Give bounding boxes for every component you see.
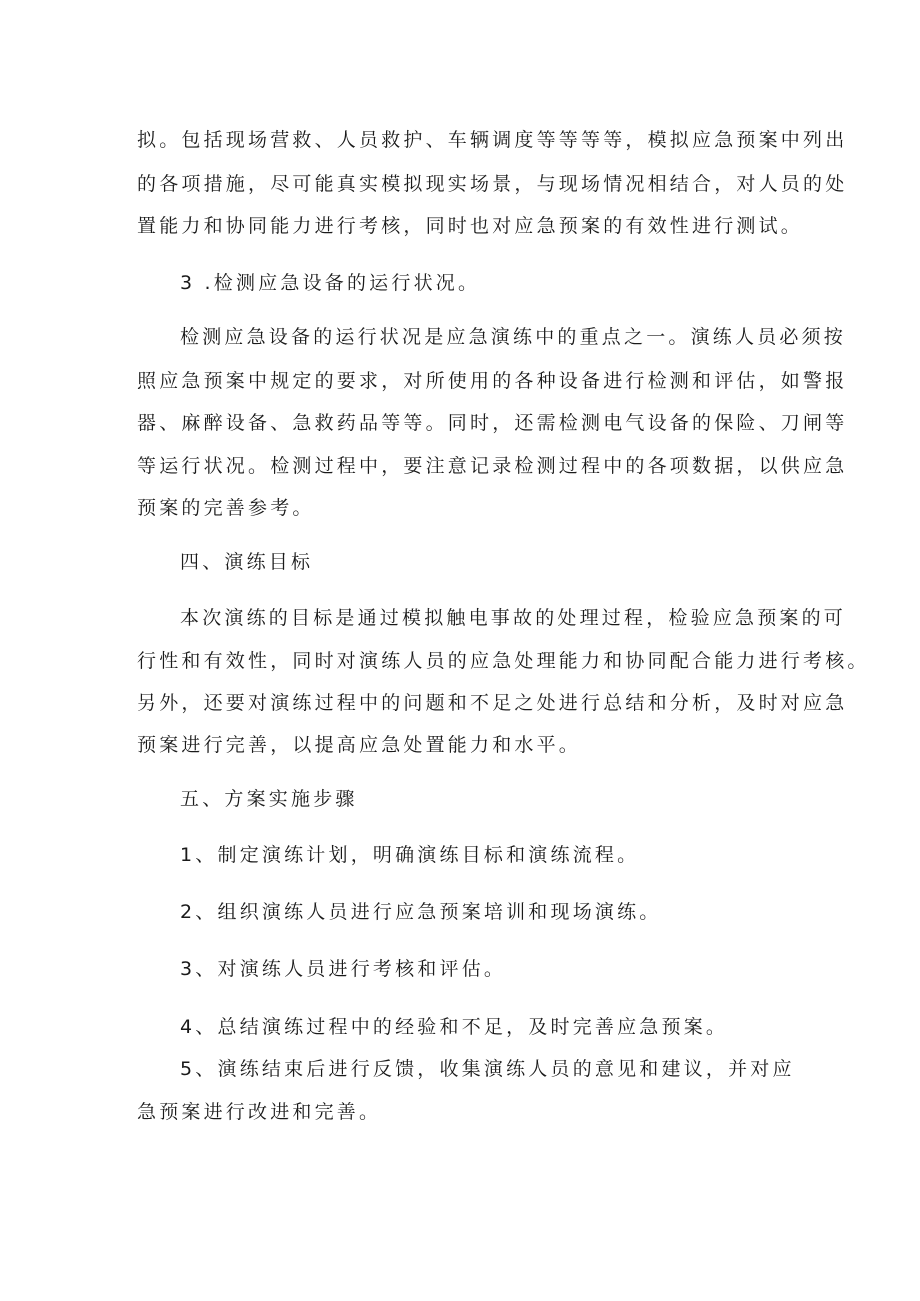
paragraph-line: 预案进行完善，以提高应急处置能力和水平。 — [137, 734, 582, 756]
paragraph-line: 等运行状况。检测过程中，要注意记录检测过程中的各项数据，以供应急 — [137, 455, 848, 477]
paragraph-line: 本次演练的目标是通过模拟触电事故的处理过程，检验应急预案的可 — [180, 607, 847, 629]
paragraph-line: 预案的完善参考。 — [137, 497, 315, 519]
paragraph-line: 检测应急设备的运行状况是应急演练中的重点之一。演练人员必须按 — [180, 326, 847, 348]
paragraph-line: 另外，还要对演练过程中的问题和不足之处进行总结和分析，及时对应急 — [137, 692, 848, 714]
paragraph-line: 拟。包括现场营救、人员救护、车辆调度等等等等，模拟应急预案中列出 — [137, 129, 848, 151]
list-item: 3、对演练人员进行考核和评估。 — [180, 958, 507, 980]
section-heading: 四、演练目标 — [180, 551, 314, 573]
paragraph-line: 照应急预案中规定的要求，对所使用的各种设备进行检测和评估，如警报 — [137, 370, 848, 392]
paragraph-line: 行性和有效性，同时对演练人员的应急处理能力和协同配合能力进行考核。 — [137, 650, 870, 672]
paragraph-line: 器、麻醉设备、急救药品等等。同时，还需检测电气设备的保险、刀闸等 — [137, 412, 848, 434]
list-item: 2、组织演练人员进行应急预案培训和现场演练。 — [180, 901, 662, 923]
paragraph-line: 置能力和协同能力进行考核，同时也对应急预案的有效性进行测试。 — [137, 215, 804, 237]
section-heading: 五、方案实施步骤 — [180, 788, 358, 810]
list-item: 4、总结演练过程中的经验和不足，及时完善应急预案。 — [180, 1016, 729, 1038]
list-item: 1、制定演练计划，明确演练目标和演练流程。 — [180, 844, 640, 866]
section-heading: 3 .检测应急设备的运行状况。 — [180, 272, 481, 294]
list-item-continuation: 急预案进行改进和完善。 — [137, 1101, 382, 1123]
paragraph-line: 的各项措施，尽可能真实模拟现实场景，与现场情况相结合，对人员的处 — [137, 173, 848, 195]
list-item: 5、演练结束后进行反馈，收集演练人员的意见和建议，并对应 — [180, 1058, 795, 1080]
